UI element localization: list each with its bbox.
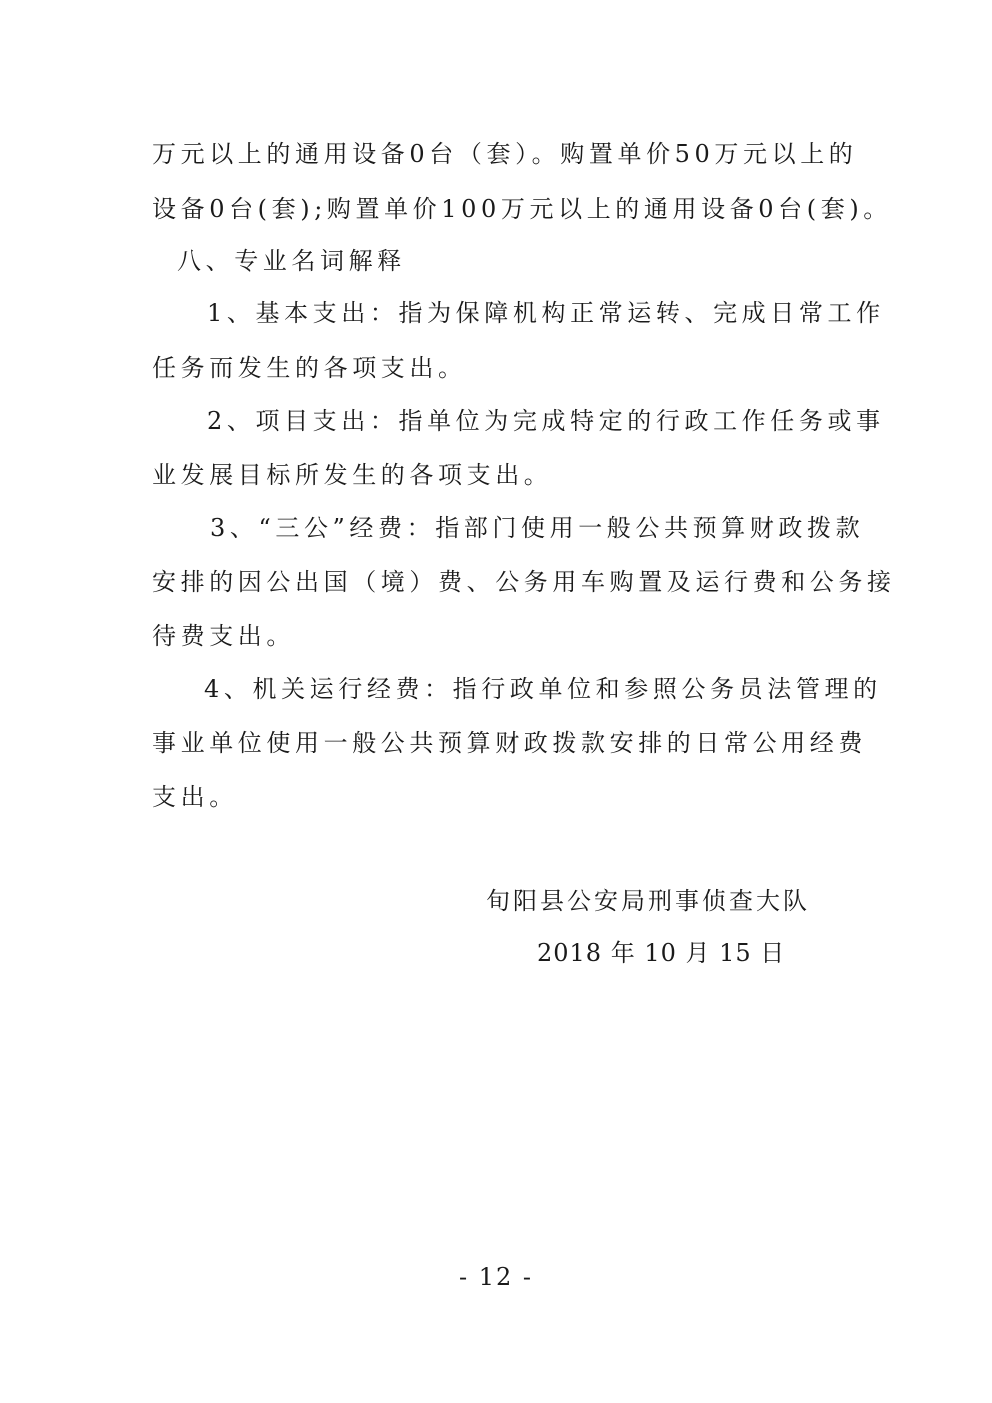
body-line-2: 设备0台(套);购置单价100万元以上的通用设备0台(套)。 [152,195,892,223]
signature-organization: 旬阳县公安局刑事侦查大队 [486,887,810,915]
section-heading: 八、专业名词解释 [177,247,406,275]
body-line-1: 万元以上的通用设备0台（套）。购置单价50万元以上的 [152,140,858,168]
term-4-line-1: 4、机关运行经费：指行政单位和参照公务员法管理的 [204,675,882,703]
term-1-line-1: 1、基本支出：指为保障机构正常运转、完成日常工作 [207,299,885,327]
term-1-line-2: 任务而发生的各项支出。 [152,354,467,382]
page-number: - 12 - [458,1263,533,1291]
term-3-line-1: 3、“三公”经费：指部门使用一般公共预算财政拨款 [210,514,865,542]
term-2-line-2: 业发展目标所发生的各项支出。 [152,461,553,489]
term-4-line-3: 支出。 [152,783,238,811]
term-4-line-2: 事业单位使用一般公共预算财政拨款安排的日常公用经费 [152,729,867,757]
signature-date: 2018 年 10 月 15 日 [537,939,786,967]
term-3-line-3: 待费支出。 [152,622,295,650]
term-2-line-1: 2、项目支出：指单位为完成特定的行政工作任务或事 [207,407,885,435]
term-3-line-2: 安排的因公出国（境）费、公务用车购置及运行费和公务接 [152,568,896,596]
